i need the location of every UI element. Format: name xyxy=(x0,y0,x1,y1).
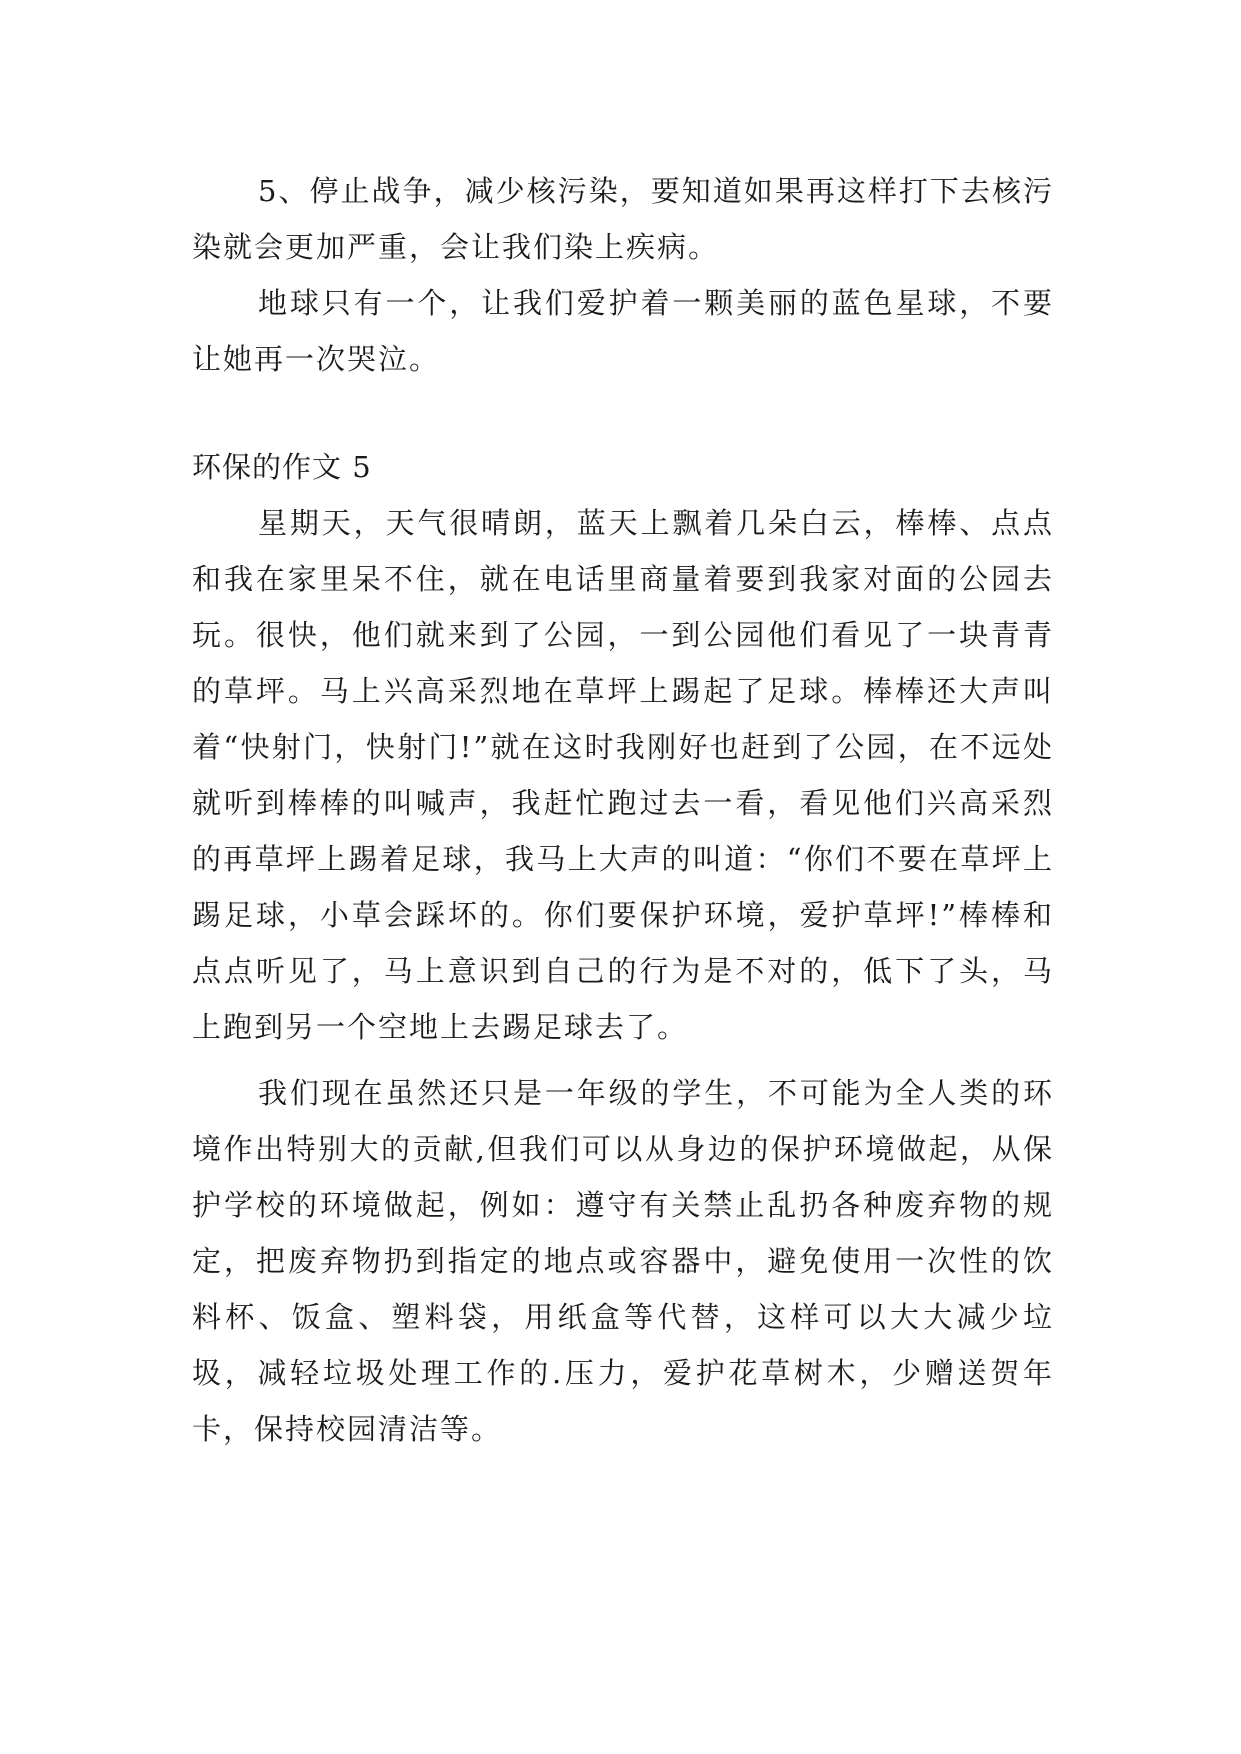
document-body xyxy=(192,163,1054,1457)
paragraph-stop-war: 5、停止战争，减少核污染，要知道如果再这样打下去核污染就会更加严重，会让我们染上疾病。 xyxy=(192,174,1054,264)
section-title: 环保的作文 5 xyxy=(192,450,372,484)
paragraph-one-earth: 地球只有一个，让我们爱护着一颗美丽的蓝色星球，不要让她再一次哭泣。 xyxy=(192,286,1054,376)
paragraph-sunday-story: 星期天，天气很晴朗，蓝天上飘着几朵白云，棒棒、点点和我在家里呆不住，就在电话里商量着要到我家对面的公园去玩。很快，他们就来到了公园，一到公园他们看见了一块青青的草坪。马上兴高采烈地在草坪上踢起了足球。棒棒还大声叫着“快射门，快射门!”就在这时我刚好也赶到了公园，在不远处就听到棒棒的叫喊声，我赶忙跑过去一看，看见他们兴高采烈的再草坪上踢着足球，我马上大声的叫道：“你们不要在草坪上踢足球，小草会踩坏的。你们要保护环境，爱护草坪!”棒棒和点点听见了，马上意识到自己的行为是不对的，低下了头，马上跑到另一个空地上去踢足球去了。 xyxy=(192,506,1054,1044)
paragraph-first-grade: 我们现在虽然还只是一年级的学生，不可能为全人类的环境作出特别大的贡献,但我们可以从身边的保护环境做起，从保护学校的环境做起，例如：遵守有关禁止乱扔各种废弃物的规定，把废弃物扔到指定的地点或容器中，避免使用一次性的饮料杯、饭盒、塑料袋，用纸盒等代替，这样可以大大减少垃圾，减轻垃圾处理工作的.压力，爱护花草树木，少赠送贺年卡，保持校园清洁等。 xyxy=(192,1076,1054,1446)
